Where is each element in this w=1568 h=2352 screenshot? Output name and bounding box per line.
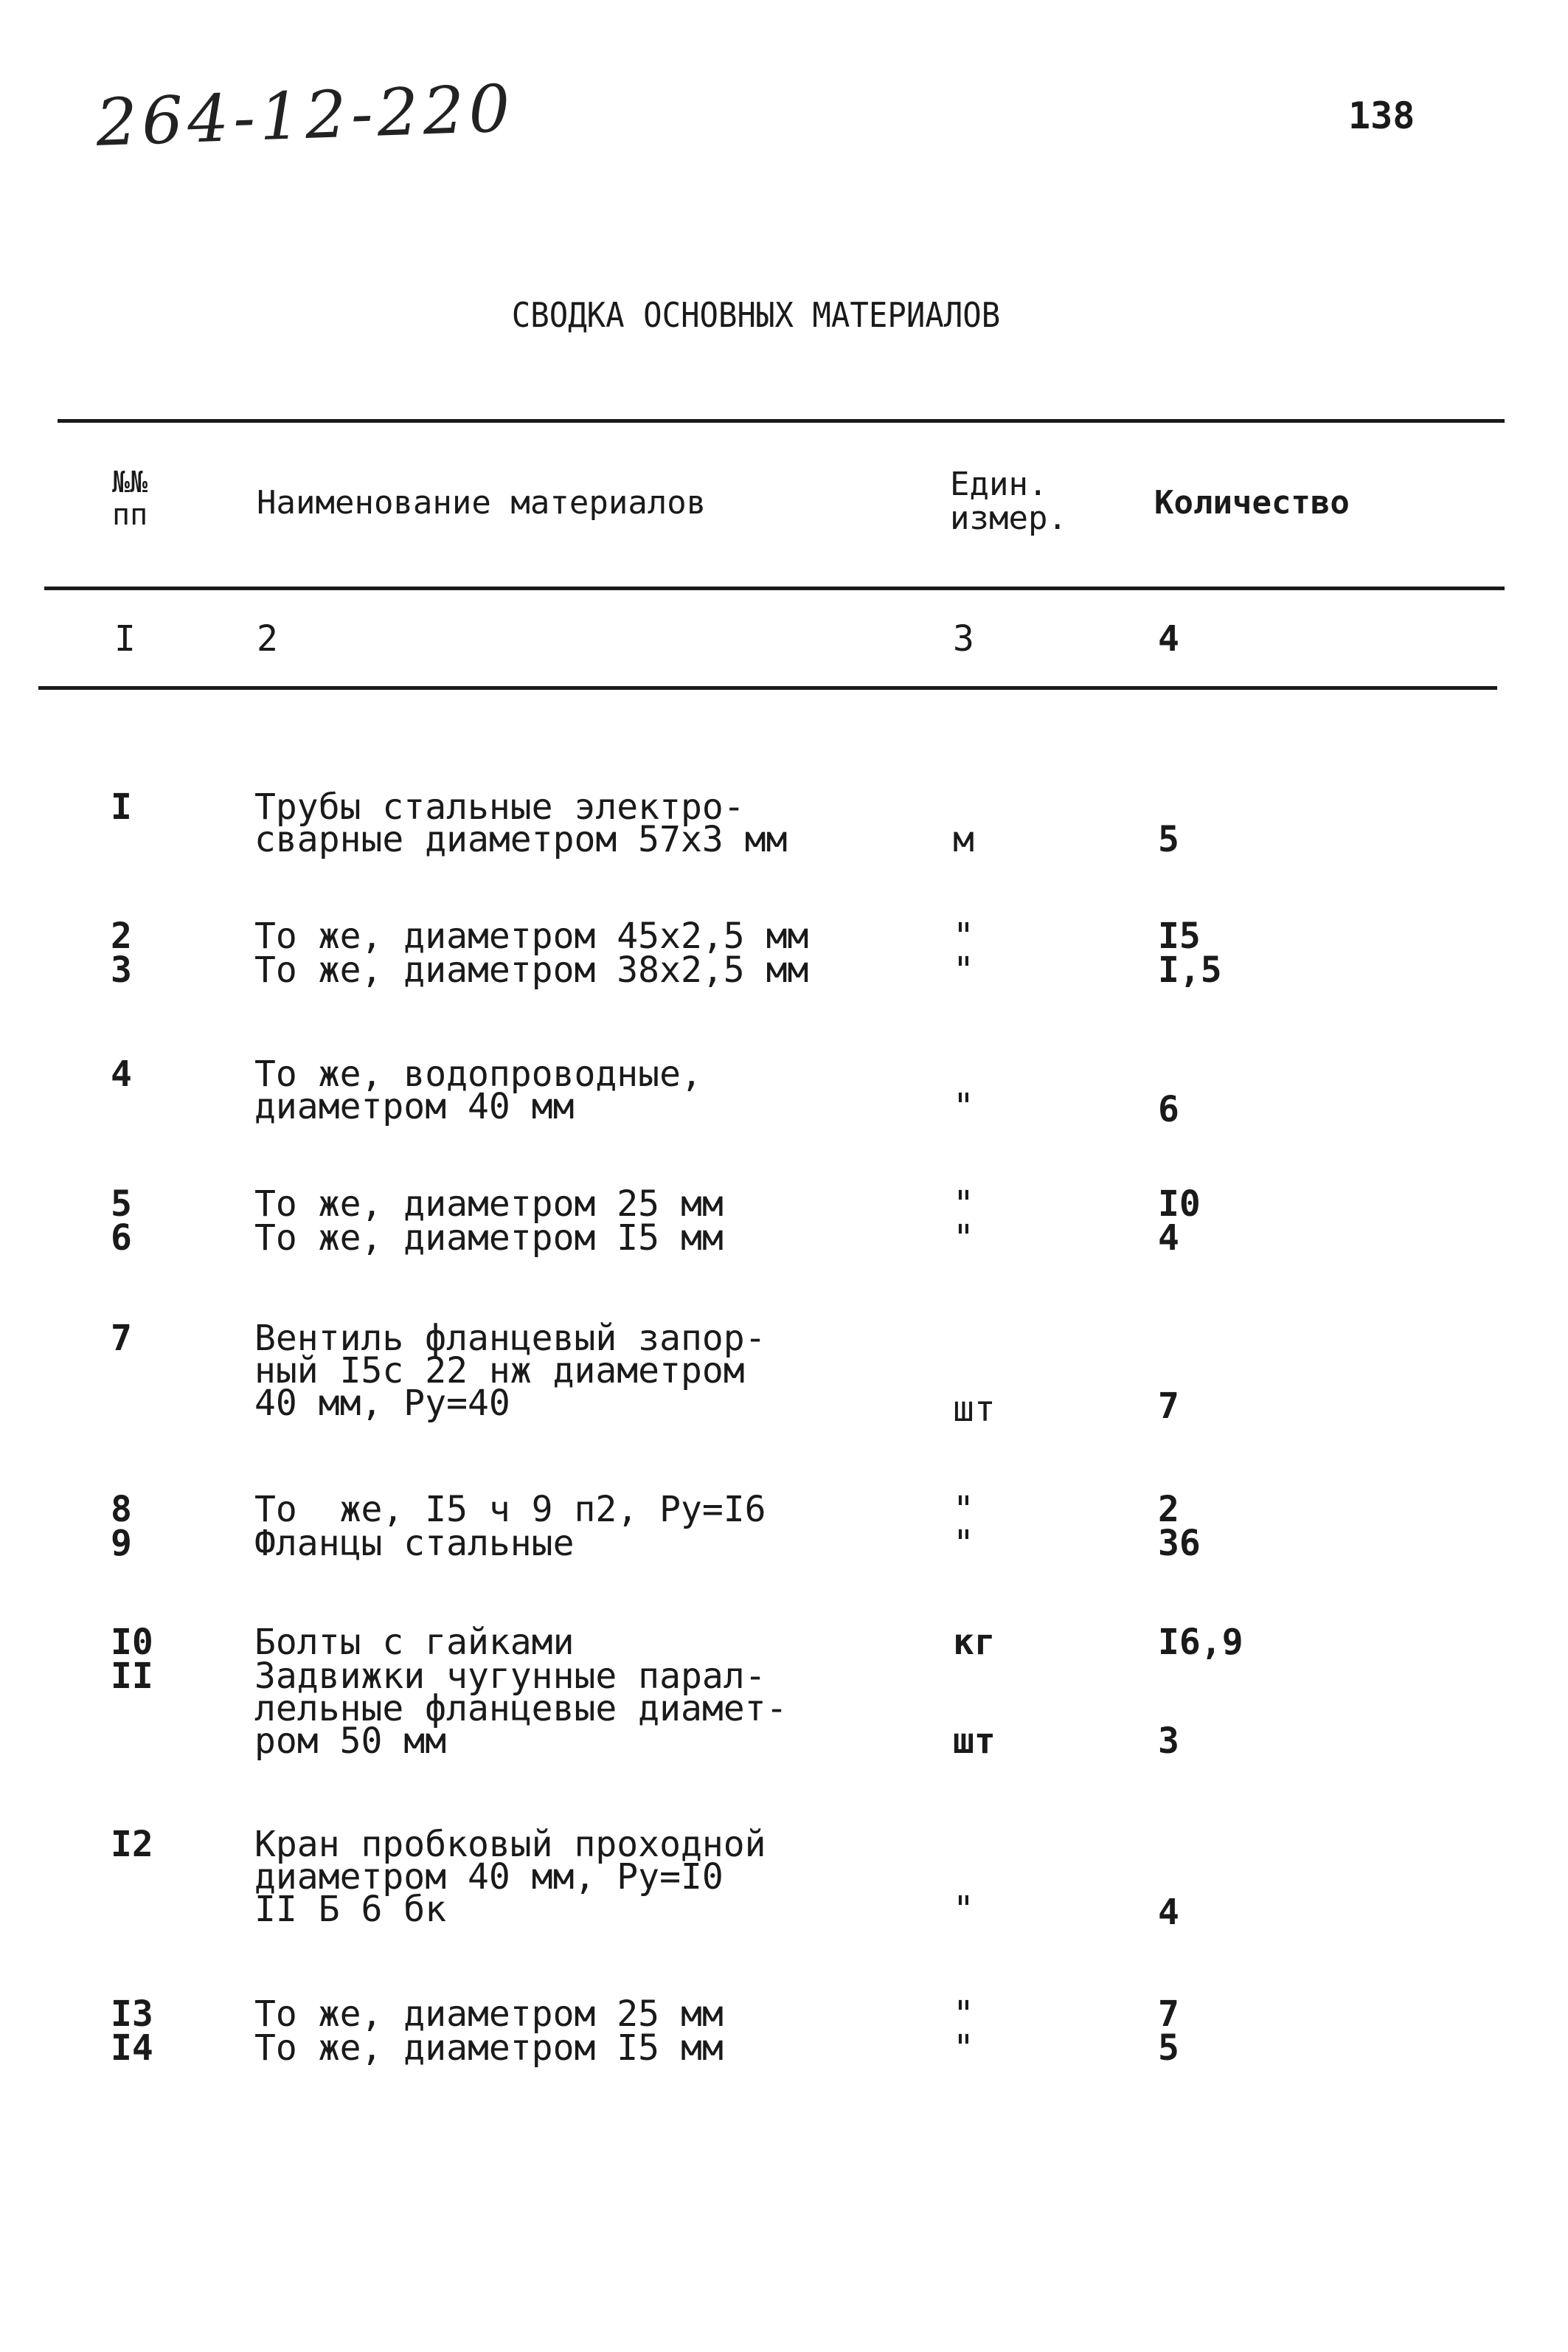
row-name-line: Фланцы стальные [254, 1523, 575, 1564]
row-name-line: II Б 6 бк [254, 1889, 447, 1930]
page-title: СВОДКА ОСНОВНЫХ МАТЕРИАЛОВ [511, 295, 1001, 335]
row-number: I [111, 786, 132, 828]
row-name-line: лельные фланцевые диамет- [254, 1688, 788, 1729]
table-top-rule [58, 419, 1505, 423]
column-number-1: I [114, 618, 136, 660]
row-quantity: 3 [1158, 1720, 1179, 1762]
row-name-line: То же, диаметром 38х2,5 мм [254, 950, 809, 991]
row-number: 5 [111, 1183, 132, 1225]
row-unit: " [953, 1993, 974, 2035]
row-number: 3 [111, 950, 132, 991]
row-number: I4 [111, 2027, 153, 2069]
row-quantity: I,5 [1158, 950, 1222, 991]
row-number: 2 [111, 916, 132, 957]
row-name-line: Болты с гайками [254, 1622, 575, 1663]
row-unit: шт [953, 1388, 996, 1430]
row-quantity: 2 [1158, 1489, 1179, 1530]
row-number: I0 [111, 1622, 153, 1663]
column-number-4: 4 [1158, 618, 1179, 660]
row-name-line: То же, диаметром 25 мм [254, 1993, 724, 2035]
row-name-line: сварные диаметром 57х3 мм [254, 819, 788, 860]
row-unit: " [953, 1217, 974, 1259]
row-quantity: 4 [1158, 1217, 1179, 1259]
header-unit-col [950, 468, 1067, 536]
row-name-line: ром 50 мм [254, 1720, 447, 1762]
row-number: 7 [111, 1318, 132, 1359]
row-unit: " [953, 1183, 974, 1225]
row-unit: " [953, 916, 974, 957]
row-name-line: диаметром 40 мм [254, 1086, 575, 1127]
row-unit: м [953, 819, 974, 860]
row-unit: " [953, 2027, 974, 2069]
row-quantity: I5 [1158, 916, 1201, 957]
column-numbers-rule [38, 686, 1497, 690]
row-unit: " [953, 1889, 974, 1930]
row-quantity: I6,9 [1158, 1622, 1243, 1663]
row-name-line: То же, диаметром I5 мм [254, 1217, 724, 1259]
header-bottom-rule [44, 587, 1505, 590]
row-name-line: Трубы стальные электро- [254, 786, 745, 828]
row-name-line: Кран пробковый проходной [254, 1824, 766, 1865]
row-name-line: То же, диаметром I5 мм [254, 2027, 724, 2069]
header-number-col [112, 466, 148, 531]
row-name-line: 40 мм, Ру=40 [254, 1383, 510, 1424]
row-unit: " [953, 1489, 974, 1530]
row-number: 4 [111, 1054, 132, 1095]
header-qty-col: Количество [1154, 484, 1350, 522]
row-name-line: То же, водопроводные, [254, 1054, 702, 1095]
header-unit-line2: измер. [950, 499, 1067, 537]
row-name-line: диаметром 40 мм, Ру=I0 [254, 1856, 724, 1898]
header-name-col: Наименование материалов [257, 484, 707, 522]
row-number: 9 [111, 1523, 132, 1564]
row-name-line: То же, I5 ч 9 п2, Ру=I6 [254, 1489, 766, 1530]
row-name-line: То же, диаметром 45х2,5 мм [254, 916, 809, 957]
column-number-3: 3 [953, 618, 974, 660]
column-number-2: 2 [257, 618, 278, 660]
header-number-line1: №№ [112, 466, 148, 499]
row-number: I3 [111, 1993, 153, 2035]
row-quantity: 7 [1158, 1386, 1179, 1427]
row-number: 6 [111, 1217, 132, 1259]
row-name-line: Задвижки чугунные парал- [254, 1656, 766, 1697]
row-unit: " [953, 950, 974, 991]
row-quantity: 5 [1158, 2027, 1179, 2069]
row-quantity: I0 [1158, 1183, 1201, 1225]
header-unit-line1: Един. [950, 466, 1048, 503]
row-name-line: ный I5с 22 нж диаметром [254, 1350, 745, 1391]
document-code: 264-12-220 [94, 70, 516, 161]
header-number-line2: пп [112, 498, 148, 532]
row-unit: " [953, 1523, 974, 1564]
row-number: 8 [111, 1489, 132, 1530]
row-unit: шт [953, 1720, 996, 1762]
row-number: II [111, 1656, 153, 1697]
row-quantity: 4 [1158, 1892, 1179, 1933]
row-number: I2 [111, 1824, 153, 1865]
row-quantity: 7 [1158, 1993, 1179, 2035]
row-quantity: 5 [1158, 819, 1179, 860]
row-name-line: Вентиль фланцевый запор- [254, 1318, 766, 1359]
row-unit: " [953, 1086, 974, 1127]
page-number: 138 [1348, 94, 1415, 137]
row-name-line: То же, диаметром 25 мм [254, 1183, 724, 1225]
row-quantity: 36 [1158, 1523, 1201, 1564]
row-quantity: 6 [1158, 1089, 1179, 1130]
row-unit: кг [953, 1622, 996, 1663]
